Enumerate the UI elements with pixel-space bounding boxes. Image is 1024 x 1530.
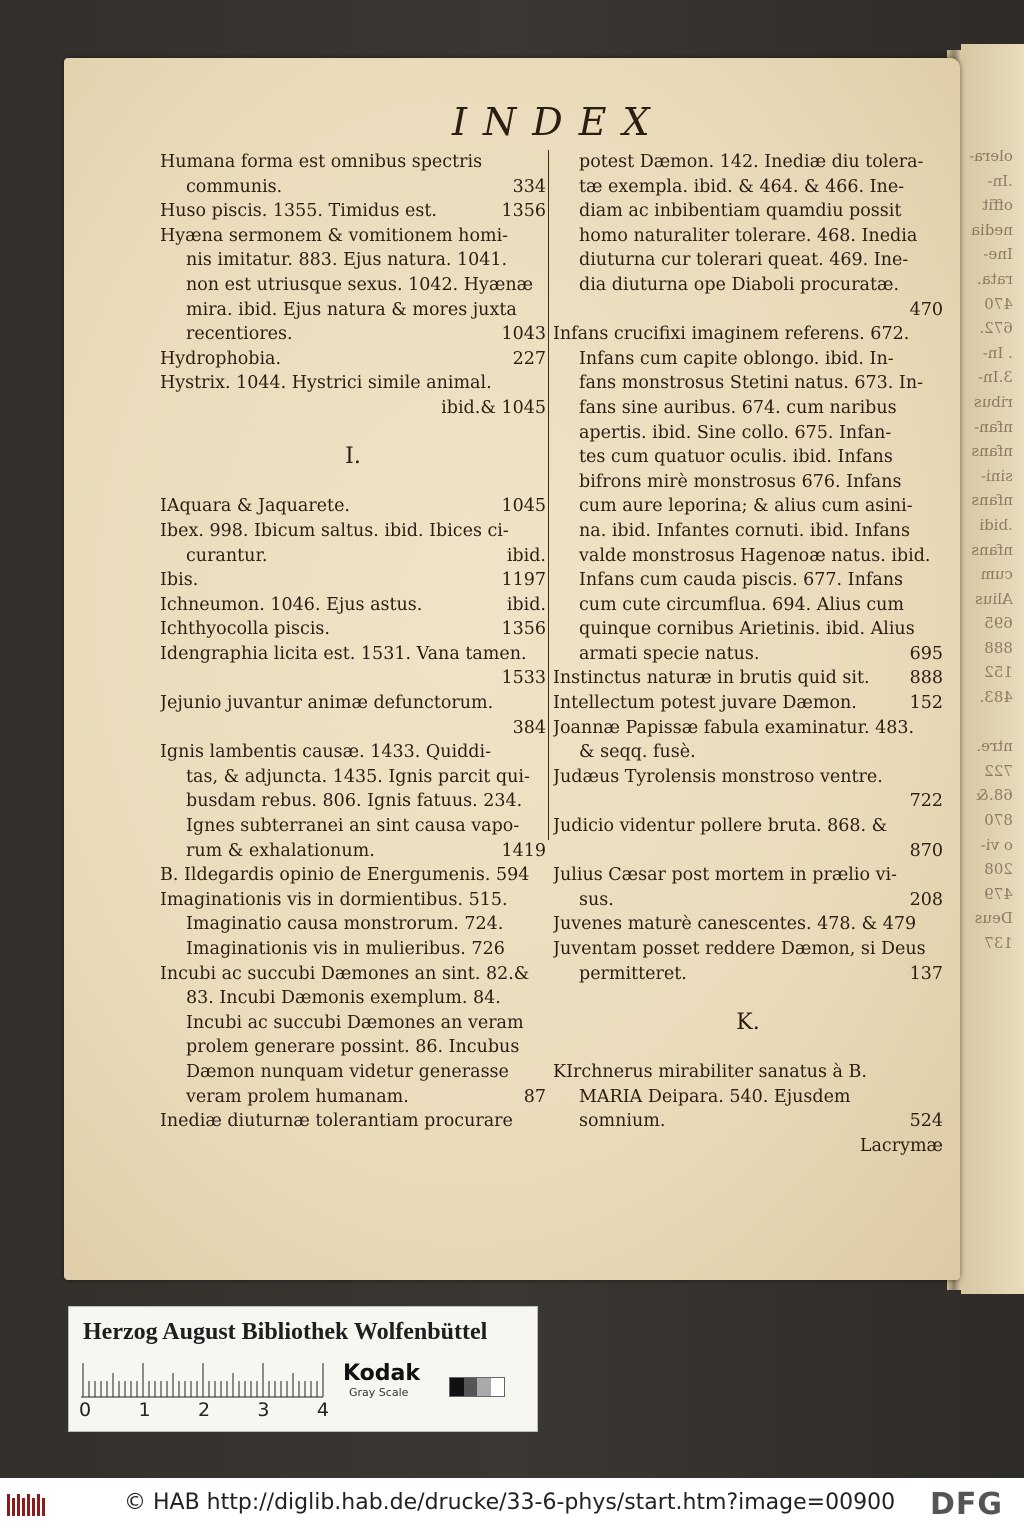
entry-text: communis. <box>186 176 283 197</box>
index-entry-line <box>160 322 546 347</box>
entry-text: armati specie natus. <box>579 643 760 664</box>
index-entry-line <box>553 666 943 691</box>
index-entry-line <box>160 1060 546 1085</box>
entry-text: Joannæ Papissæ fabula examinatur. 483. <box>553 717 915 738</box>
entry-text: non est utriusque sexus. 1042. Hyænæ <box>186 274 534 295</box>
entry-text: Ibex. 998. Ibicum saltus. ibid. Ibices ci- <box>160 520 509 541</box>
entry-text: nis imitatur. 883. Ejus natura. 1041. <box>186 250 508 271</box>
index-entry-line <box>553 470 943 495</box>
entry-text: Juvenes maturè canescentes. 478. & 479 <box>553 914 917 935</box>
footer-bar <box>0 1478 1024 1530</box>
entry-text: Judæus Tyrolensis monstroso ventre. <box>553 766 883 787</box>
index-entry-line <box>553 421 943 446</box>
catchword: Lacrymæ <box>859 1135 943 1156</box>
entry-text: tes cum quatuor oculis. ibid. Infans <box>579 447 893 468</box>
entry-text: cum cute circumflua. 694. Alius cum <box>579 594 905 615</box>
index-entry-line <box>160 1085 546 1110</box>
page-reference: 1419 <box>501 840 546 861</box>
column-rule <box>548 150 549 840</box>
index-entry-line <box>553 248 943 273</box>
ruler-number: 2 <box>197 1399 211 1421</box>
entry-text: Infans crucifixi imaginem referens. 672. <box>553 324 910 345</box>
ruler-number: 4 <box>316 1399 329 1421</box>
entry-text: fans sine auribus. 674. cum naribus <box>579 397 897 418</box>
entry-text: quinque cornibus Arietinis. ibid. Alius <box>579 619 915 640</box>
index-entry-line <box>160 937 546 962</box>
index-entry-line <box>553 839 943 864</box>
kodak-mark <box>343 1361 420 1399</box>
index-entry-line <box>160 224 546 249</box>
entry-text: Infans cum cauda piscis. 677. Infans <box>579 570 903 591</box>
entry-text: Huso piscis. 1355. Timidus est. <box>160 201 437 222</box>
entry-text: Hystrix. 1044. Hystrici simile animal. <box>160 373 492 394</box>
hab-logo-icon <box>6 1492 50 1518</box>
entry-text: Ichneumon. 1046. Ejus astus. <box>160 594 423 615</box>
index-entry-line <box>160 519 546 544</box>
entry-text: MARIA Deipara. 540. Ejusdem <box>579 1086 851 1107</box>
entry-text: mira. ibid. Ejus natura & mores juxta <box>186 299 517 320</box>
index-entry-line <box>160 371 546 396</box>
index-entry-line <box>553 1085 943 1110</box>
index-entry-line <box>160 912 546 937</box>
dfg-logo: DFG <box>930 1487 1004 1522</box>
page-reference: ibid. <box>506 545 546 566</box>
index-entry-line <box>160 839 546 864</box>
index-entry-line <box>160 962 546 987</box>
entry-text: Incubi ac succubi Dæmones an veram <box>186 1012 524 1033</box>
right-column <box>553 150 943 1158</box>
index-entry-line <box>160 544 546 569</box>
ruler-number: 3 <box>257 1399 270 1421</box>
page-reference: 524 <box>909 1111 943 1132</box>
index-entry-line <box>553 298 943 323</box>
page-reference: 722 <box>909 791 943 812</box>
kodak-gray-scale-label: Gray Scale <box>349 1386 409 1399</box>
entry-text: Hydrophobia. <box>160 348 282 369</box>
page-reference: ibid.& 1045 <box>441 397 546 418</box>
index-entry-line <box>160 1011 546 1036</box>
next-page-edge <box>961 44 1024 1294</box>
page-reference: 208 <box>909 889 943 910</box>
entry-text: 83. Incubi Dæmonis exemplum. 84. <box>186 988 501 1009</box>
entry-text: recentiores. <box>186 324 293 345</box>
entry-text: Humana forma est omnibus spectris <box>160 152 483 172</box>
entry-text: cum aure leporina; & alius cum asini- <box>579 496 913 517</box>
index-entry-line <box>553 691 943 716</box>
page-reference: 152 <box>909 693 943 714</box>
index-entry-line <box>553 544 943 569</box>
index-entry-line <box>553 322 943 347</box>
index-entry-line <box>160 666 546 691</box>
index-entry-line <box>553 150 943 175</box>
index-entry-line <box>160 888 546 913</box>
page-reference: 87 <box>523 1086 546 1107</box>
left-column <box>160 150 546 1134</box>
entry-text: IAquara & Jaquarete. <box>160 496 350 517</box>
library-name: Herzog August Bibliothek Wolfenbüttel <box>83 1319 488 1345</box>
entry-text: Judicio videntur pollere bruta. 868. & <box>553 816 888 837</box>
entry-text: permitteret. <box>579 963 687 984</box>
index-entry-line <box>553 371 943 396</box>
entry-text: busdam rebus. 806. Ignis fatuus. 234. <box>186 791 523 812</box>
index-entry-line <box>160 986 546 1011</box>
entry-text: tas, & adjuncta. 1435. Ignis parcit qui- <box>186 766 530 787</box>
page-reference: 470 <box>909 299 943 320</box>
index-entry-line <box>553 568 943 593</box>
entry-text: Idengraphia licita est. 1531. Vana tamen. <box>160 643 527 664</box>
index-entry-line <box>553 593 943 618</box>
entry-text: homo naturaliter tolerare. 468. Inedia <box>579 225 918 246</box>
index-entry-line <box>553 765 943 790</box>
page-reference: 1197 <box>501 570 546 591</box>
index-entry-line <box>553 1109 943 1134</box>
index-entry-line <box>553 224 943 249</box>
index-entry-line <box>160 691 546 716</box>
index-entry-line <box>553 494 943 519</box>
page-reference: ibid. <box>506 594 546 615</box>
index-entry-line <box>160 347 546 372</box>
index-entry-line <box>160 740 546 765</box>
entry-text: sus. <box>579 889 614 910</box>
page-reference: 1533 <box>501 668 546 689</box>
index-entry-line <box>553 716 943 741</box>
index-entry-line <box>160 470 546 495</box>
index-entry-line <box>160 814 546 839</box>
index-entry-line <box>553 347 943 372</box>
index-entry-line <box>553 519 943 544</box>
page-reference: 137 <box>909 963 943 984</box>
index-entry-line <box>160 494 546 519</box>
index-entry-line <box>553 642 943 667</box>
entry-text: na. ibid. Infantes cornuti. ibid. Infans <box>579 520 910 541</box>
index-entry-line <box>160 593 546 618</box>
index-entry-line <box>160 863 546 888</box>
entry-text: Imaginationis vis in mulieribus. 726 <box>186 939 505 959</box>
entry-text: diam ac inbibentiam quamdiu possit <box>579 201 902 222</box>
entry-text: Hyæna sermonem & vomitionem homi- <box>160 225 509 246</box>
entry-text: fans monstrosus Stetini natus. 673. In- <box>579 373 924 394</box>
kodak-logo: Kodak <box>343 1361 420 1386</box>
entry-text: diuturna cur tolerari queat. 469. Ine- <box>579 250 909 271</box>
index-entry-line <box>553 789 943 814</box>
entry-text: Imaginatio causa monstrorum. 724. <box>186 914 504 935</box>
entry-text: Ibis. <box>160 570 199 591</box>
index-entry-line <box>553 912 943 937</box>
index-entry-line <box>160 789 546 814</box>
entry-text: Ichthyocolla piscis. <box>160 619 330 640</box>
gray-scale-patch <box>449 1377 505 1397</box>
entry-text: curantur. <box>186 545 268 566</box>
page-header: INDEX <box>452 100 666 144</box>
index-entry-line <box>160 568 546 593</box>
index-entry-line <box>553 1060 943 1085</box>
ruler-number: 1 <box>138 1399 151 1421</box>
entry-text: Incubi ac succubi Dæmones an sint. 82.& <box>160 963 530 984</box>
entry-text: valde monstrosus Hagenoæ natus. ibid. <box>579 545 931 566</box>
entry-text: Jejunio juvantur animæ defunctorum. <box>160 693 494 714</box>
entry-text: dia diuturna ope Diaboli procuratæ. <box>579 274 900 295</box>
entry-text: rum & exhalationum. <box>186 840 375 861</box>
entry-text: veram prolem humanam. <box>186 1086 409 1107</box>
index-entry-line <box>160 175 546 200</box>
index-entry-line <box>160 765 546 790</box>
index-entry-line <box>553 199 943 224</box>
next-page-bleed: olera- .In- offit nedia Ine- rata. 470 672. . In- 3.In- ribus nfan- nfans sini- nfans .bidi nfans cum Alius 695 888 152 483. ntre. 722 68.& 870 o vi- 208 479 Deus 137 <box>969 147 1013 952</box>
entry-text: Infans cum capite oblongo. ibid. In- <box>579 348 894 369</box>
index-entry-line <box>553 1035 943 1060</box>
page-reference: 1043 <box>501 324 546 345</box>
index-entry-line <box>160 1035 546 1060</box>
entry-text: prolem generare possint. 86. Incubus <box>186 1037 520 1058</box>
index-entry-line <box>553 888 943 913</box>
entry-text: Julius Cæsar post mortem in prælio vi- <box>553 865 897 886</box>
page-reference: 384 <box>512 717 546 738</box>
index-entry-line <box>553 273 943 298</box>
index-entry-line <box>160 617 546 642</box>
entry-text: apertis. ibid. Sine collo. 675. Infan- <box>579 422 892 443</box>
entry-text: & seqq. fusè. <box>579 742 696 763</box>
ruler-number: 0 <box>79 1399 92 1421</box>
entry-text: Ignis lambentis causæ. 1433. Quiddi- <box>160 742 492 763</box>
footer-source-link[interactable]: © HAB http://diglib.hab.de/drucke/33-6-phys/start.htm?image=00900 <box>124 1490 896 1515</box>
index-entry-line <box>160 396 546 421</box>
entry-text: potest Dæmon. 142. Inediæ diu tolera- <box>579 152 924 172</box>
entry-text: Imaginationis vis in dormientibus. 515. <box>160 889 508 910</box>
index-entry-line <box>160 1109 546 1134</box>
entry-text: Dæmon nunquam videtur generasse <box>186 1061 509 1082</box>
page-reference: 227 <box>512 348 546 369</box>
page-reference: 695 <box>909 643 943 664</box>
entry-text: tæ exempla. ibid. & 464. & 466. Ine- <box>579 176 905 197</box>
entry-text: Instinctus naturæ in brutis quid sit. <box>553 668 870 689</box>
section-letter: K. <box>736 1010 760 1035</box>
index-entry-line <box>553 863 943 888</box>
index-entry-line <box>160 150 546 175</box>
page-reference: 1356 <box>501 201 546 222</box>
entry-text: somnium. <box>579 1111 666 1132</box>
page-reference: 334 <box>512 176 546 197</box>
entry-text: Juventam posset reddere Dæmon, si Deus <box>553 939 926 959</box>
index-entry-line <box>553 445 943 470</box>
index-entry-line <box>553 814 943 839</box>
index-entry-line <box>160 273 546 298</box>
index-entry-line <box>553 962 943 987</box>
entry-text: B. Ildegardis opinio de Energumenis. 594 <box>160 865 530 886</box>
entry-text: Intellectum potest juvare Dæmon. <box>553 693 857 714</box>
page-reference: 1045 <box>501 496 546 517</box>
index-entry-line <box>160 298 546 323</box>
entry-text: KIrchnerus mirabiliter sanatus à B. <box>553 1061 867 1082</box>
index-entry-line <box>553 986 943 1011</box>
page-reference: 870 <box>909 840 943 861</box>
index-entry-line <box>160 248 546 273</box>
index-entry-line <box>553 175 943 200</box>
section-letter: I. <box>345 445 361 470</box>
index-entry-line <box>553 617 943 642</box>
index-entry-line <box>160 642 546 667</box>
index-entry-line <box>553 740 943 765</box>
index-entry-line <box>553 937 943 962</box>
entry-text: Inediæ diuturnæ tolerantiam procurare <box>160 1111 513 1132</box>
entry-text: Ignes subterranei an sint causa vapo- <box>186 816 520 837</box>
index-entry-line <box>160 421 546 446</box>
entry-text: bifrons mirè monstrosus 676. Infans <box>579 471 902 492</box>
index-entry-line <box>160 199 546 224</box>
page-reference: 1356 <box>501 619 546 640</box>
ruler-numbers <box>79 1399 329 1421</box>
index-entry-line <box>553 396 943 421</box>
page-reference: 888 <box>909 668 943 689</box>
index-entry-line <box>160 716 546 741</box>
library-label-card <box>68 1306 538 1432</box>
